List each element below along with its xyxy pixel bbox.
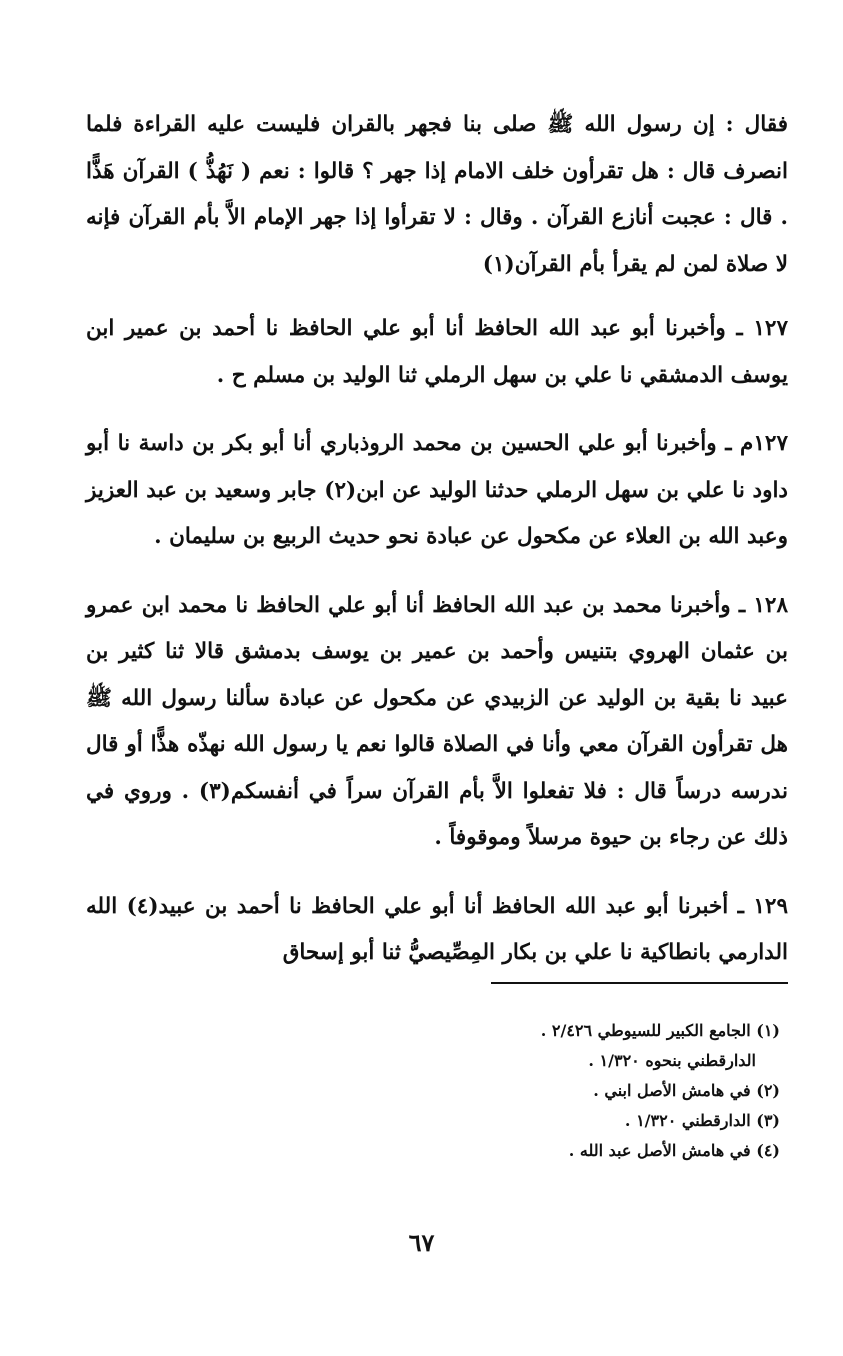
page-number: ٦٧: [408, 1228, 435, 1257]
main-text: [86, 102, 788, 999]
footnote-3: (٣) الدارقطني ١/٣٢٠ .: [624, 1111, 780, 1130]
footnote-1-continuation: الدارقطني بنحوه ١/٣٢٠ .: [588, 1051, 756, 1070]
paragraph-128: ١٢٨ ـ وأخبرنا محمد بن عبد الله الحافظ أنا أبو علي الحافظ نا محمد ابن عمرو بن عثمان الهروي بتنيس وأحمد بن عمير بن يوسف بدمشق قالا ثنا كثير بن عبيد نا بقية بن الوليد عن الزبيدي عن مكحول عن عبادة سألنا رسول الله ﷺ هل تقرأون القرآن معي وأنا في الصلاة قالوا نعم يا رسول الله نهذّه هذًّا أو قال ندرسه درساً قال : فلا تفعلوا الاَّ بأم القرآن سراً في أنفسكم(٣) . وروي في ذلك عن رجاء بن حيوة مرسلاً وموقوفاً .: [86, 592, 788, 850]
footnote-list: [180, 1016, 780, 1166]
footnote-divider: [491, 982, 788, 984]
paragraph-127m: ١٢٧م ـ وأخبرنا أبو علي الحسين بن محمد الروذباري أنا أبو بكر بن داسة نا أبو داود نا علي بن سهل الرملي حدثنا الوليد عن ابن(٢) جابر وسعيد بن عبد العزيز وعبد الله بن العلاء عن مكحول عن عبادة نحو حديث الربيع بن سليمان .: [86, 431, 789, 549]
footnote-4: (٤) في هامش الأصل عبد الله .: [568, 1141, 780, 1160]
footnote-1: (١) الجامع الكبير للسيوطي ٢/٤٢٦ .: [540, 1021, 780, 1040]
paragraph-continuation: فقال : إن رسول الله ﷺ صلى بنا فجهر بالقران فليست عليه القراءة فلما انصرف قال : هل تقرأون خلف الامام إذا جهر ؟ قالوا : نعم ( نَهُذُّ ) القرآن هَذًّا . قال : عجبت أنازع القرآن . وقال : لا تقرأوا إذا جهر الإمام الاَّ بأم القرآن فإنه لا صلاة لمن لم يقرأ بأم القرآن(١): [86, 112, 788, 277]
paragraph-127: ١٢٧ ـ وأخبرنا أبو عبد الله الحافظ أنا أبو علي الحافظ نا أحمد بن عمير ابن يوسف الدمشقي نا علي بن سهل الرملي ثنا الوليد بن مسلم ح .: [86, 316, 788, 388]
footnote-2: (٢) في هامش الأصل ابني .: [593, 1081, 780, 1100]
paragraph-129: ١٢٩ ـ أخبرنا أبو عبد الله الحافظ أنا أبو علي الحافظ نا أحمد بن عبيد(٤) الله الدارمي بانطاكية نا علي بن بكار المِصِّيصيُّ ثنا أبو إسحاق: [86, 893, 788, 965]
